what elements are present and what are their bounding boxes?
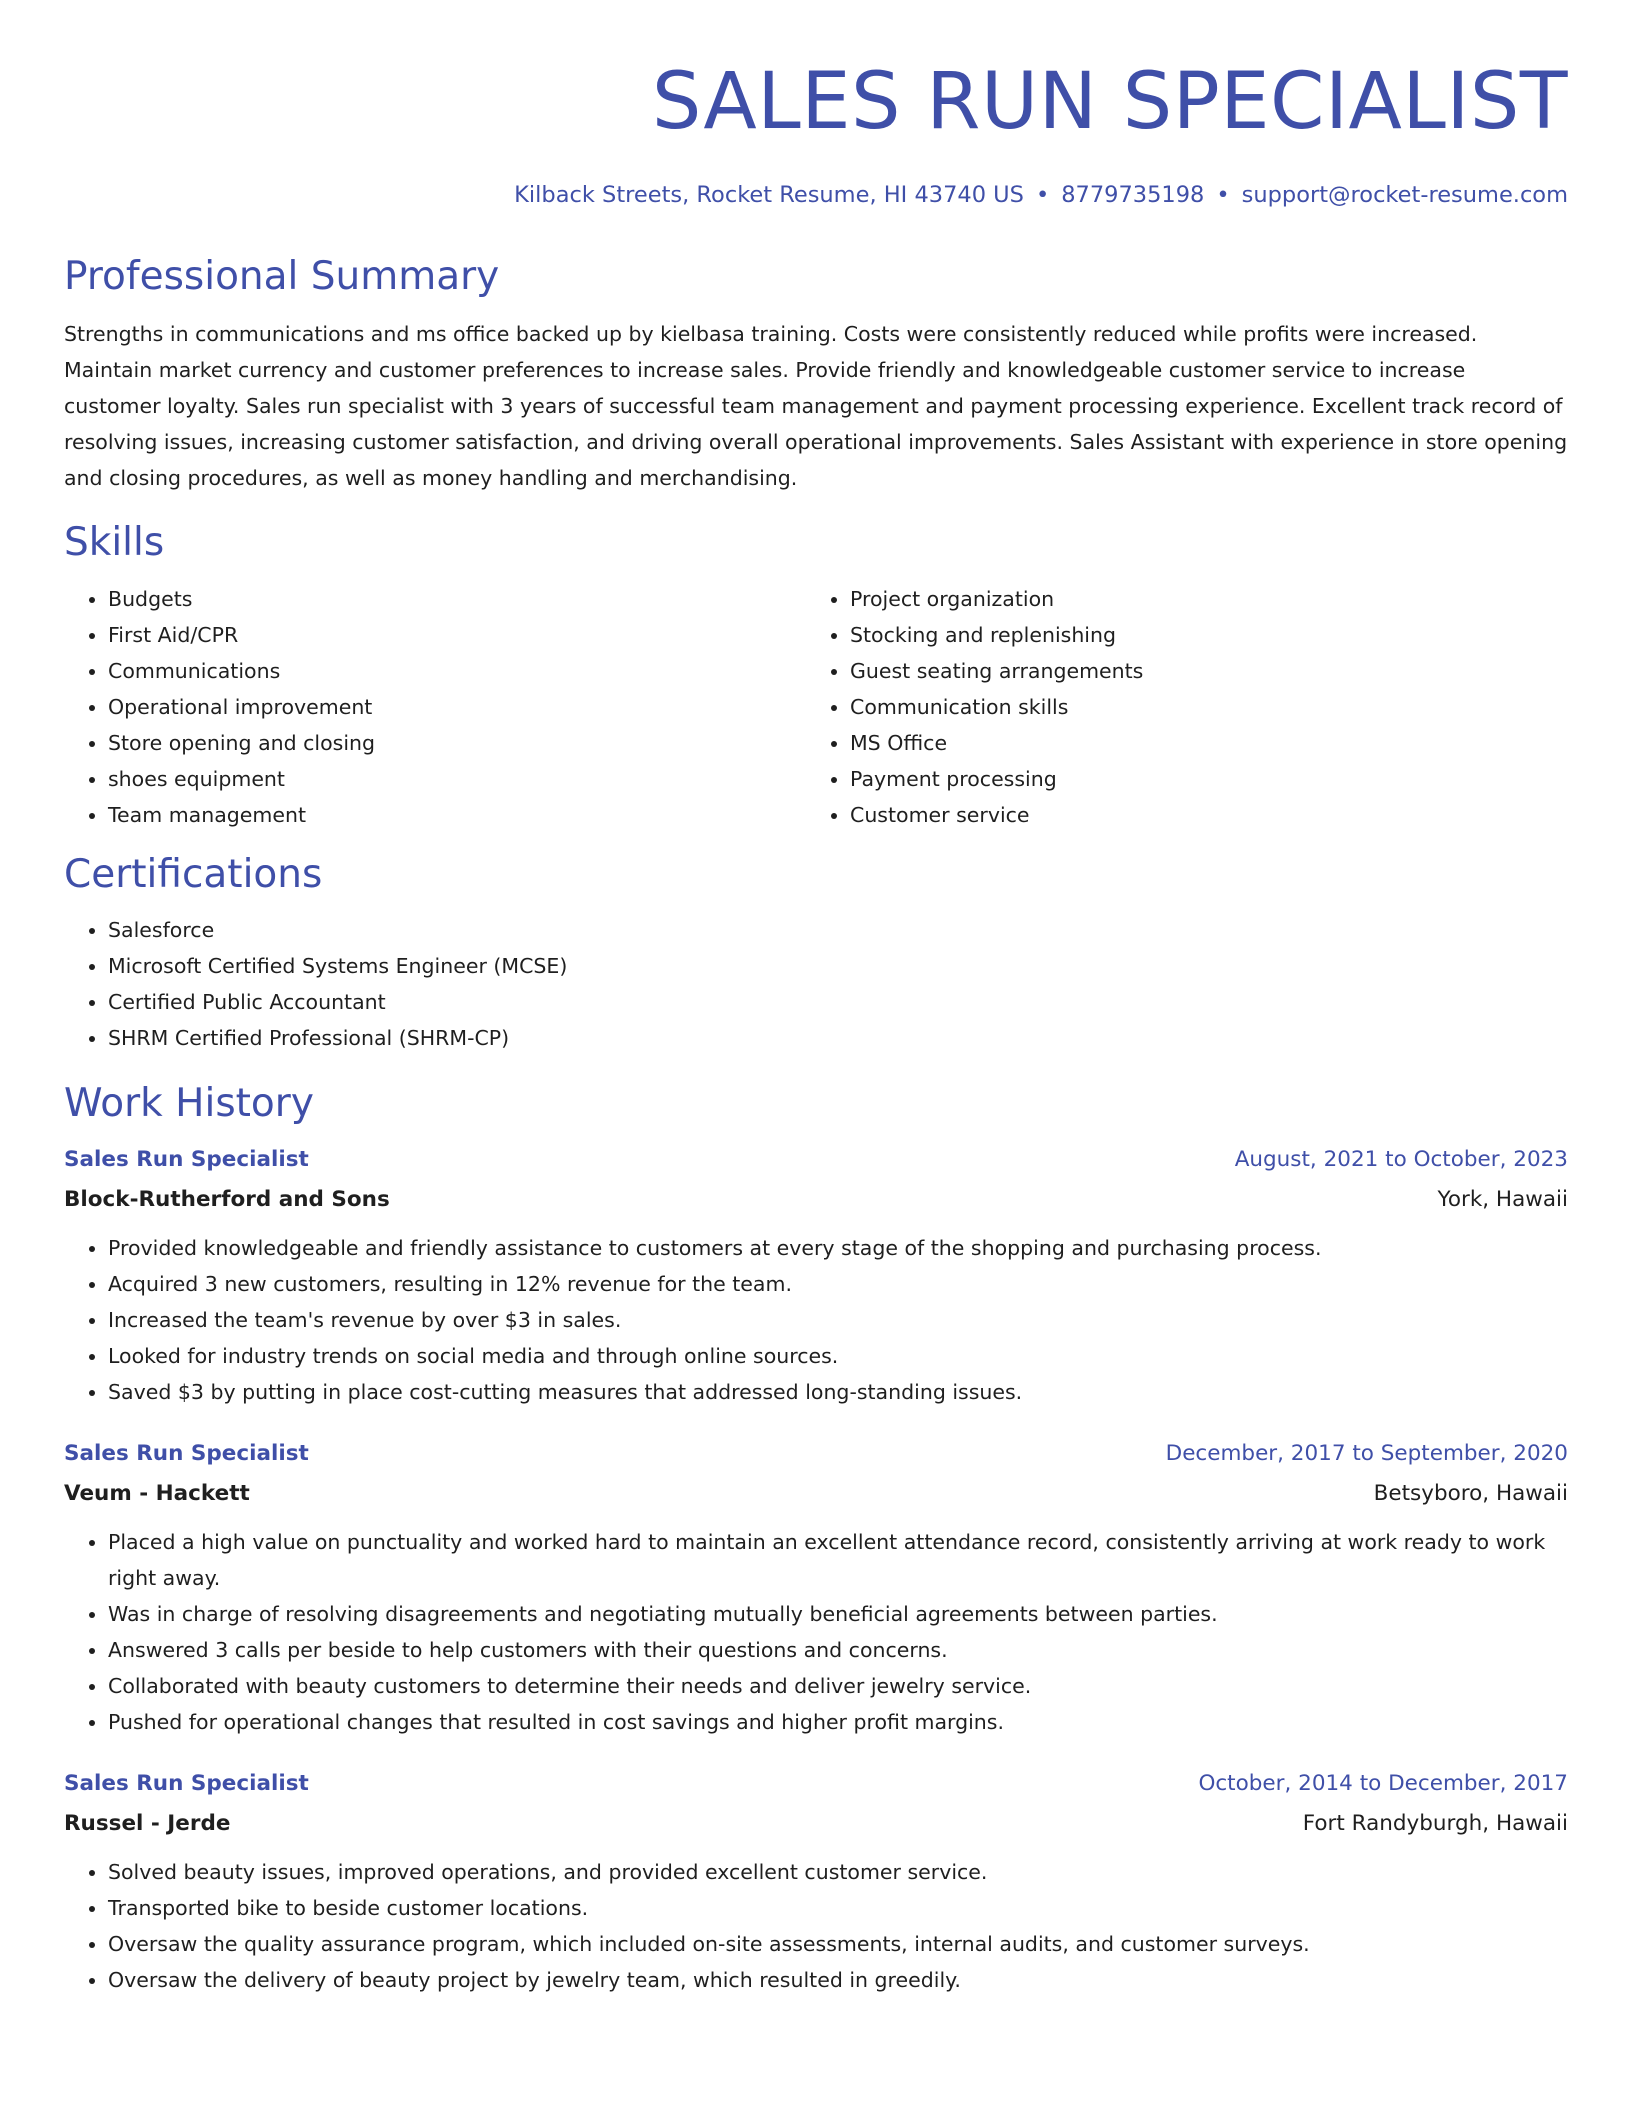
skills-column-left (64, 581, 806, 833)
skill-item: • Store opening and closing (108, 725, 806, 761)
certification-item: • SHRM Certified Professional (SHRM-CP) (108, 1020, 1568, 1056)
job-dates: December, 2017 to September, 2020 (1165, 1441, 1568, 1466)
job-bullet: • Transported bike to beside customer locations. (108, 1890, 1568, 1926)
company-name: Russel - Jerde (64, 1811, 231, 1836)
skills-column-right (806, 581, 1548, 833)
job-dates: August, 2021 to October, 2023 (1234, 1147, 1568, 1172)
job-title: Sales Run Specialist (64, 1147, 309, 1172)
skill-item: • Guest seating arrangements (850, 653, 1548, 689)
separator: • (1216, 182, 1230, 208)
job-location: Betsyboro, Hawaii (1373, 1481, 1568, 1506)
job-bullets (64, 1524, 1568, 1740)
job-employer-row (64, 1804, 1568, 1844)
job-bullet: • Saved $3 by putting in place cost-cutting measures that addressed long-standing issues. (108, 1374, 1568, 1410)
company-name: Veum - Hackett (64, 1481, 250, 1506)
skill-item: • Stocking and replenishing (850, 617, 1548, 653)
job-bullet: • Answered 3 calls per beside to help customers with their questions and concerns. (108, 1632, 1568, 1668)
job-employer-row (64, 1474, 1568, 1514)
summary-text: Strengths in communications and ms office backed up by kielbasa training. Costs were consistently reduced while profits were increased. Maintain market currency and customer preferences to increase sales. Provide friendly and knowledgeable customer service to increase customer loyalty. Sales run specialist with 3 years of successful team management and payment processing experience. Excellent track record of resolving issues, increasing customer satisfaction, and driving overall operational improvements. Sales Assistant with experience in store opening and closing procedures, as well as money handling and merchandising. (64, 322, 1568, 490)
skill-item: • Communications (108, 653, 806, 689)
certification-item: • Salesforce (108, 912, 1568, 948)
section-title-skills: Skills (64, 520, 165, 565)
section-title-summary: Professional Summary (64, 254, 500, 299)
skill-item: • MS Office (850, 725, 1548, 761)
job-header (64, 1140, 1568, 1180)
skill-item: • Project organization (850, 581, 1548, 617)
job-employer-row (64, 1180, 1568, 1220)
job-bullet: • Was in charge of resolving disagreements and negotiating mutually beneficial agreements between parties. (108, 1596, 1568, 1632)
job-title: Sales Run Specialist (64, 1771, 309, 1796)
address: Kilback Streets, Rocket Resume, HI 43740 US (514, 182, 1024, 208)
job-bullet: • Provided knowledgeable and friendly assistance to customers at every stage of the shopping and purchasing process. (108, 1230, 1568, 1266)
skill-item: • Payment processing (850, 761, 1548, 797)
job-bullets (64, 1230, 1568, 1410)
job-bullet: • Looked for industry trends on social media and through online sources. (108, 1338, 1568, 1374)
job-bullets (64, 1854, 1568, 1998)
skills-grid (64, 581, 1568, 833)
separator: • (1035, 182, 1050, 208)
job-location: York, Hawaii (1437, 1187, 1568, 1212)
job-bullet: • Pushed for operational changes that resulted in cost savings and higher profit margins. (108, 1704, 1568, 1740)
job-header (64, 1764, 1568, 1804)
section-title-certifications: Certifications (64, 852, 323, 897)
certification-item: • Microsoft Certified Systems Engineer (MCSE) (108, 948, 1568, 984)
section-title-work-history: Work History (64, 1081, 314, 1126)
company-name: Block-Rutherford and Sons (64, 1187, 390, 1212)
phone: 8779735198 (1061, 182, 1205, 208)
job-bullet: • Increased the team's revenue by over $3 in sales. (108, 1302, 1568, 1338)
contact-line (64, 179, 1568, 211)
job-title: Sales Run Specialist (64, 1441, 309, 1466)
certification-item: • Certified Public Accountant (108, 984, 1568, 1020)
job-location: Fort Randyburgh, Hawaii (1302, 1811, 1568, 1836)
job-bullet: • Oversaw the quality assurance program, which included on-site assessments, internal audits, and customer surveys. (108, 1926, 1568, 1962)
skill-item: • Budgets (108, 581, 806, 617)
job-entry (64, 1764, 1568, 1998)
email-link[interactable]: support@rocket-resume.com (1241, 182, 1568, 208)
skill-item: • First Aid/CPR (108, 617, 806, 653)
skill-item: • Team management (108, 797, 806, 833)
job-bullet: • Solved beauty issues, improved operations, and provided excellent customer service. (108, 1854, 1568, 1890)
page-title: SALES RUN SPECIALIST (651, 57, 1568, 147)
job-bullet: • Acquired 3 new customers, resulting in 12% revenue for the team. (108, 1266, 1568, 1302)
job-dates: October, 2014 to December, 2017 (1198, 1771, 1568, 1796)
job-entry (64, 1434, 1568, 1740)
certifications-list (64, 912, 1568, 1056)
skill-item: • Communication skills (850, 689, 1548, 725)
job-header (64, 1434, 1568, 1474)
job-bullet: • Placed a high value on punctuality and worked hard to maintain an excellent attendance record, consistently arriving at work ready to work right away. (108, 1524, 1568, 1596)
skill-item: • Operational improvement (108, 689, 806, 725)
job-bullet: • Oversaw the delivery of beauty project by jewelry team, which resulted in greedily. (108, 1962, 1568, 1998)
job-bullet: • Collaborated with beauty customers to determine their needs and deliver jewelry service. (108, 1668, 1568, 1704)
skill-item: • shoes equipment (108, 761, 806, 797)
job-entry (64, 1140, 1568, 1410)
skill-item: • Customer service (850, 797, 1548, 833)
